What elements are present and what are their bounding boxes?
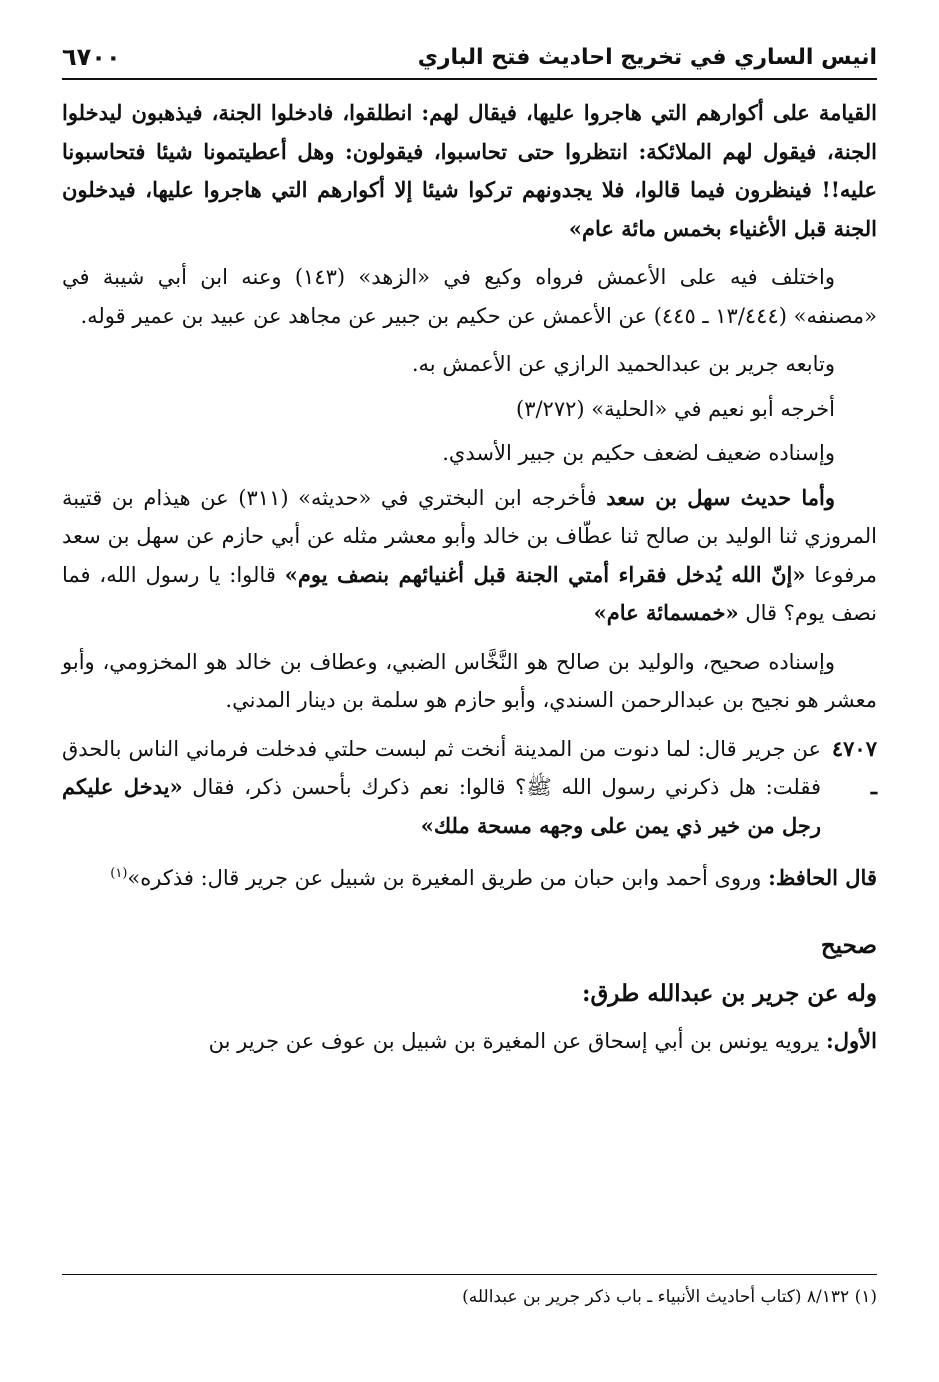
- sahl-heading: وأما حديث سهل بن سعد: [606, 484, 835, 510]
- hafiz-label: قال الحافظ:: [768, 865, 877, 890]
- first-label: الأول:: [826, 1027, 877, 1053]
- first-text: يرويه يونس بن أبي إسحاق عن المغيرة بن شبيل بن عوف عن جرير بن: [208, 1028, 827, 1053]
- hadith-4707: [62, 730, 877, 846]
- page-header: [62, 36, 877, 80]
- sahl-answer: «خمسمائة عام»: [593, 600, 739, 625]
- paragraph-takhrij: أخرجه أبو نعيم في «الحلية» (٣/٢٧٢): [515, 396, 835, 421]
- paragraph-mutaba: وتابعه جرير بن عبدالحميد الرازي عن الأعمش به.: [411, 352, 835, 376]
- footnote-reference: (١): [110, 866, 128, 881]
- page-number: ٦٧٠٠: [62, 43, 121, 71]
- heading-turuq: وله عن جرير بن عبدالله طرق:: [581, 979, 877, 1007]
- hafiz-text: وروى أحمد وابن حبان من طريق المغيرة بن شبيل عن جرير قال: فذكره»: [127, 866, 769, 890]
- hadith-narration: عن جرير قال: لما دنوت من المدينة أنخت ثم لبست حلتي فدخلت فرماني الناس بالحدق فقلت: هل ذكرني رسول الله ﷺ؟ قالوا: نعم ذكرك بأحسن ذكر، فقال: [62, 736, 821, 799]
- hadith-text: [62, 730, 821, 846]
- heading-sahih: صحيح: [820, 931, 877, 959]
- paragraph-isnad-daif: وإسناده ضعيف لضعف حكيم بن جبير الأسدي.: [442, 441, 835, 465]
- running-title: انيس الساري في تخريج احاديث فتح الباري: [417, 44, 877, 70]
- footnote-divider: [62, 1274, 877, 1275]
- paragraph-first-tariq: [62, 1022, 877, 1061]
- paragraph-ikhtilaf: واختلف فيه على الأعمش فرواه وكيع في «الزهد» (١٤٣) وعنه ابن أبي شيبة في «مصنفه» (١٣/٤٤٤ ـ ٤٤٥) عن الأعمش عن حكيم بن جبير عن مجاهد عن عبيد بن عمير قوله.: [62, 265, 877, 328]
- paragraph-hafiz: [62, 855, 877, 898]
- book-page: [62, 36, 877, 1356]
- sahl-text-2: قالوا: يا رسول الله، فما نصف يوم؟ قال: [62, 562, 877, 625]
- paragraph-sahl-hadith: [62, 479, 877, 633]
- paragraph-isnad-sahih: وإسناده صحيح، والوليد بن صالح هو النَّخَّاس الضبي، وعطاف بن خالد هو المخزومي، وأبو معشر هو نجيح بن عبدالرحمن السندي، وأبو حازم هو سلمة بن دينار المدني.: [62, 649, 877, 712]
- paragraph-hadith-continuation: القيامة على أكوارهم التي هاجروا عليها، فيقال لهم: انطلقوا، فادخلوا الجنة، فيذهبون ليدخلوا الجنة، فيقول لهم الملائكة: انتظروا حتى تحاسبوا، فيقولون: وهل أعطيتمونا شيئا فتحاسبونا عليه!! فينظرون فيما قالوا، فلا يجدونهم تركوا شيئا إلا أكوارهم التي هاجروا عليها، فيدخلون الجنة قبل الأغنياء بخمس مائة عام»: [62, 100, 877, 241]
- hadith-number: ٤٧٠٧ ـ: [831, 735, 877, 799]
- sahl-text-1: فأخرجه ابن البختري في «حديثه» (٣١١) عن هيذام بن قتيبة المروزي ثنا الوليد بن صالح ثنا عطّاف بن خالد وأبو معشر مثله عن أبي حازم عن سهل بن سعد مرفوعا: [62, 485, 878, 587]
- hadith-matn: «يدخل عليكم رجل من خير ذي يمن على وجهه مسحة ملك»: [62, 774, 821, 838]
- page-body: [62, 94, 877, 1060]
- sahl-matn: «إنّ الله يُدخل فقراء أمتي الجنة قبل أغنيائهم بنصف يوم»: [284, 561, 806, 587]
- footnote: (١) ٨/١٣٢ (كتاب أحاديث الأنبياء ـ باب ذكر جرير بن عبدالله): [462, 1287, 877, 1307]
